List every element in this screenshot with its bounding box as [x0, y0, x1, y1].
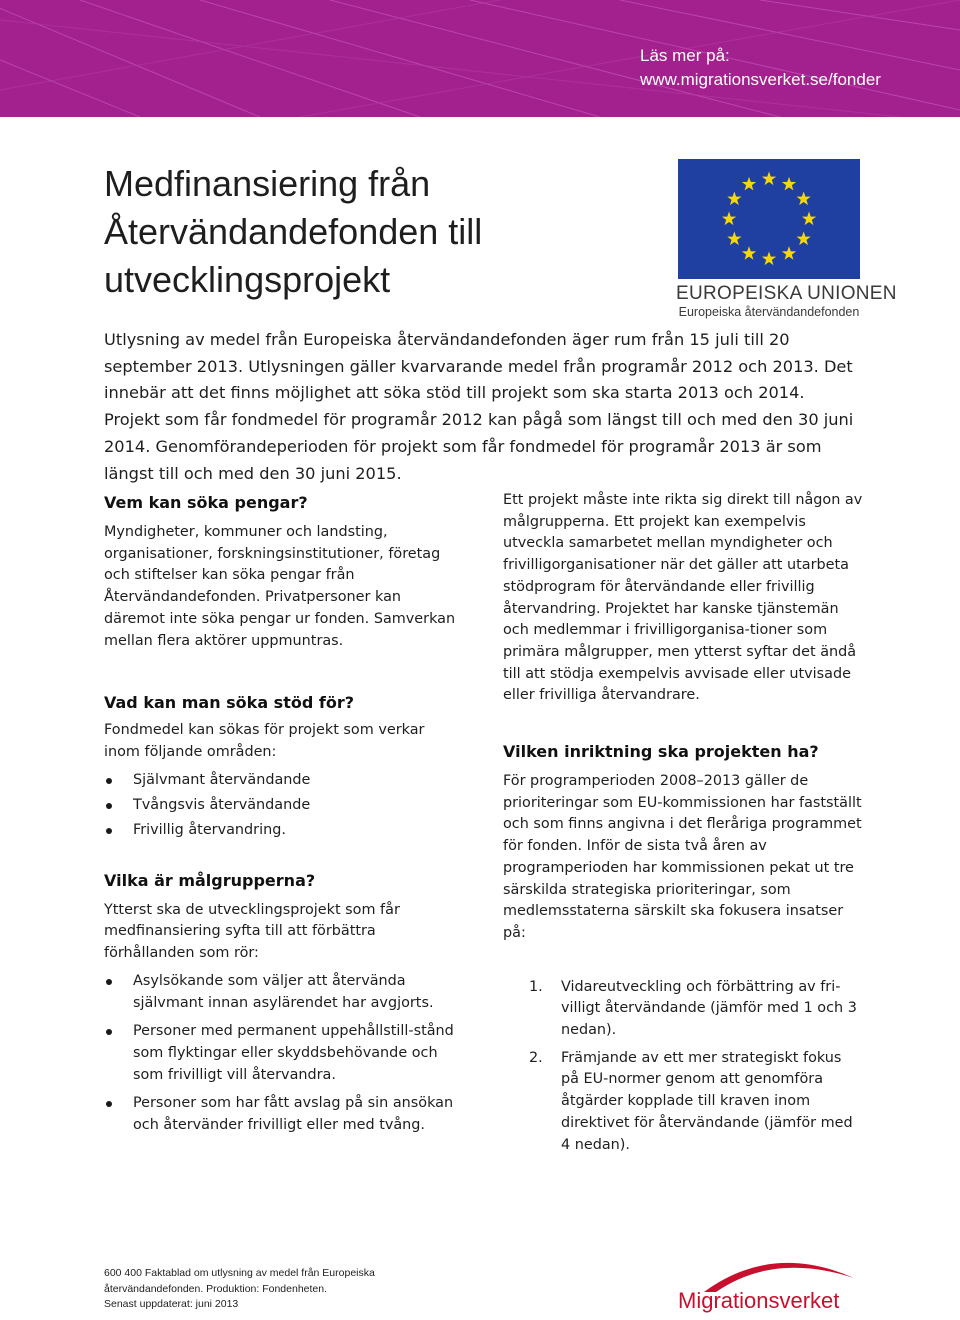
list-item: Tvångsvis återvändande: [104, 795, 464, 817]
list-number: 2.: [529, 1049, 543, 1066]
what-body: Fondmedel kan sökas för projekt som verkar inom följande områden:: [104, 722, 425, 760]
title-line-1: Medfinansiering från: [104, 163, 431, 204]
eu-logo: [676, 159, 897, 321]
who-body: Myndigheter, kommuner och landsting, organisationer, forskningsinstitutioner, företag och stiftelser kan söka pengar från Återvändandefonden. Privatpersoner kan däremot inte söka pengar ur fonden. Samverkan mellan flera aktörer uppmuntras.: [104, 524, 456, 649]
migrationsverket-logo: [676, 1248, 866, 1318]
star-icon: [762, 172, 776, 186]
target-continued-body: Ett projekt måste inte rikta sig direkt till någon av målgrupperna. Ett projekt kan exempelvis utveckla samarbetet mellan myndigheter och frivilligorganisationer när det gäller att utarbeta stödprogram för återvändande eller frivillig återvandring. Projektet har kanske tjänstemän och medlemmar i frivilligorganisa-tioner som primära målgrupper, men ytterst syftar det ändå till att stödja exempelvis avvisade eller utvisade eller frivilliga återvandrare.: [503, 492, 863, 704]
footer-info: [104, 1266, 404, 1313]
right-column: [503, 490, 863, 1162]
star-icon: [762, 252, 776, 266]
intro-paragraph: Utlysning av medel från Europeiska återvändandefonden äger rum från 15 juli till 20 september 2013. Utlysningen gäller kvarvarande medel från programår 2012 och 2013. Det innebär att det finns möjlighet att söka stöd till projekt som ska starta 2013 och 2014. Projekt som får fondmedel för programår 2012 kan pågå som längst till och med den 30 juni 2014. Genomförandeperioden för projekt som får fondmedel för programår 2013 är som längst till och med den 30 juni 2015.: [104, 330, 854, 483]
areas-list: [104, 770, 464, 842]
eu-name: EUROPEISKA UNIONEN: [676, 283, 897, 304]
star-icon: [797, 232, 811, 246]
list-item: [529, 1048, 863, 1157]
read-more-label: Läs mer på:: [640, 46, 730, 65]
star-icon: [742, 246, 756, 260]
direction-heading: Vilken inriktning ska projekten ha?: [503, 742, 819, 762]
section-direction: [503, 741, 863, 1156]
star-icon: [782, 246, 796, 260]
migrationsverket-name: Migrationsverket: [678, 1288, 840, 1313]
star-icon: [727, 192, 741, 206]
direction-body: För programperioden 2008–2013 gäller de prioriteringar som EU-kommissionen har fastställt och som finns angivna i det fleråriga programmet för fonden. Inför de sista två åren av programperioden har kommissionen pekat ut tre särskilda strategiska prioriteringar, som medlemsstaterna särskilt ska fokusera insatser på:: [503, 773, 862, 941]
star-icon: [797, 192, 811, 206]
eu-stars-icon: [678, 159, 860, 279]
star-icon: [742, 177, 756, 191]
star-icon: [802, 212, 816, 226]
star-icon: [722, 212, 736, 226]
left-column: [104, 492, 464, 1144]
star-icon: [727, 232, 741, 246]
section-target: [104, 870, 464, 1137]
list-item: Personer som har fått avslag på sin ansökan och återvänder frivilligt eller med tvång.: [104, 1093, 464, 1136]
list-text: Vidareutveckling och förbättring av fri-villigt återvändande (jämför med 1 och 3 nedan).: [561, 978, 857, 1039]
footer-line-3: Senast uppdaterat: juni 2013: [104, 1298, 239, 1310]
what-heading: Vad kan man söka stöd för?: [104, 693, 354, 713]
read-more-block: [640, 44, 881, 92]
section-what: [104, 692, 464, 842]
list-item: Asylsökande som väljer att återvända självmant innan asylärendet har avgjorts.: [104, 971, 464, 1014]
eu-fund-name: Europeiska återvändandefonden: [678, 305, 860, 319]
target-body: Ytterst ska de utvecklingsprojekt som får medfinansiering syfta till att förbättra förhållanden som rör:: [104, 901, 400, 962]
list-item: Personer med permanent uppehållstill-stånd som flyktingar eller skyddsbehövande och som frivilligt vill återvandra.: [104, 1021, 464, 1086]
target-heading: Vilka är målgrupperna?: [104, 870, 316, 890]
star-icon: [782, 177, 796, 191]
section-who: [104, 492, 464, 652]
title-line-2: Återvändandefonden till: [104, 211, 483, 252]
target-groups-list: [104, 971, 464, 1137]
priorities-list: [529, 977, 863, 1157]
who-heading: Vem kan söka pengar?: [104, 493, 308, 512]
list-item: [529, 977, 863, 1042]
eu-flag: [678, 159, 860, 279]
top-banner: [0, 0, 960, 117]
list-item: Frivillig återvandring.: [104, 820, 464, 842]
footer-line-2: återvändandefonden. Produktion: Fondenheten.: [104, 1282, 328, 1295]
title-line-3: utvecklingsprojekt: [104, 259, 391, 300]
footer-line-1: 600 400 Faktablad om utlysning av medel från Europeiska: [104, 1267, 375, 1279]
read-more-link[interactable]: www.migrationsverket.se/fonder: [640, 70, 881, 89]
arch-icon: [676, 1248, 866, 1292]
list-item: Självmant återvändande: [104, 770, 464, 792]
page-title: [104, 160, 624, 304]
list-text: Främjande av ett mer strategiskt fokus på EU-normer genom att genomföra åtgärder kopplade till kraven inom direktivet för återvändande (jämför med 4 nedan).: [561, 1049, 853, 1153]
list-number: 1.: [529, 978, 543, 995]
